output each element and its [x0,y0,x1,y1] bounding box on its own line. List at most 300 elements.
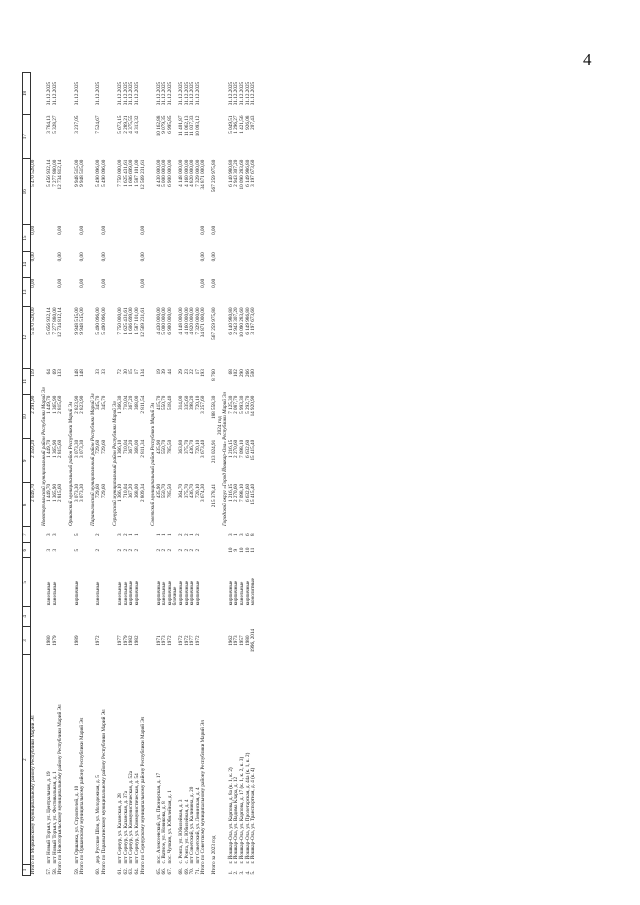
total-value: 0,00 [30,278,36,288]
completion-date: 31.12.2025 [155,81,162,106]
entrances: 5 [73,533,80,537]
floors: 2 [95,548,102,552]
column-number: 6 [23,542,31,557]
total-area: 2 270,60 [233,483,240,503]
total-value: 193 [200,369,207,377]
total-area: 785,50 [166,483,173,499]
living-area: 1 216,15 [227,439,234,458]
floors: 2 [194,548,201,552]
row-number: 66. [161,868,168,875]
residents: 39 [161,369,168,375]
total-area: 720,10 [194,483,201,499]
floors: 2 [117,548,124,552]
unit-cost: 11 401,87 [178,115,185,137]
total-cost: 1 587 101,00 [133,307,140,335]
total-value: 0,00 [30,225,36,235]
unit-cost: 207,43 [250,115,257,130]
unit-cost: 926,08 [244,115,251,130]
column-number: 2 [23,655,31,865]
total-value: 567 259 975,80 [211,159,218,193]
total-cost: 2 943 307,20 [233,307,240,335]
total-value: 2 811,54 [139,395,146,414]
living-area: 785,50 [166,439,173,455]
column-number: 13 [23,278,31,307]
living-area: 3 073,30 [73,439,80,458]
owner-funds: 4 820 000,00 [189,159,196,187]
house-address: г. Йошкар-Ола, ул. Вадима Клара, д. 12 [233,776,240,864]
house-address: пгт Советский, ул. Ленинская, д. 4 [194,787,201,864]
total-value: 2 815,60 [57,483,64,503]
floors: 2 [161,548,168,552]
living-area: 367,20 [128,439,135,455]
residential-area: 720,10 [194,395,201,410]
floors: 2 [155,548,162,552]
row-number: 63. [128,868,135,875]
total-cost: 4 148 000,00 [178,307,185,335]
wall-material: кирпичные [227,580,234,606]
residents: 33 [95,369,102,375]
row-number: 3. [239,870,245,875]
residential-area: 1 449,70 [46,395,53,414]
unit-cost: 4 313,32 [133,115,140,134]
wall-material: кирпичные [155,580,162,606]
column-number: 11 [23,368,31,394]
residential-area: 345,70 [95,395,102,410]
wall-material: панельные [239,581,245,606]
entrances: 2 [178,533,185,537]
district-name: Советский муниципальный район Республики Марий Эл [150,402,157,526]
total-value: 567 259 975,80 [211,307,218,340]
row-number: 61. [117,868,124,875]
wall-material: блочные [172,586,179,606]
completion-date: 31.12.2025 [128,81,135,106]
total-label: Итого по Оршанскому муниципальному району Республики Марий Эл [79,717,86,875]
house-address: с. Ронга, ул. Юбилейная, д. 4 [183,799,190,864]
total-area: 15 415,40 [250,483,257,505]
column-number: 17 [23,115,31,159]
total-value: 5 470 528,00 [30,307,36,335]
owner-funds: 7 329 000,00 [194,159,201,187]
entrances: 2 [122,533,129,537]
house-address: дер. Русские Шои, ул. Молодежная, д. 5 [95,775,102,864]
total-value: 0,00 [200,225,207,235]
total-value: 0,00 [139,252,146,262]
entrances: 6 [244,533,251,537]
total-label: Итого по Сернурскому муниципальному району Республики Марий Эл [139,716,146,875]
build-year: 1957 [239,635,245,646]
total-value: 133 [57,369,64,377]
build-year: 1977 [117,635,124,646]
house-address: пгт Новый Торъял, ул. Фестивальная, д. 1 [51,771,58,864]
total-value: 0,00 [57,225,64,235]
unit-cost: 10 162,88 [155,115,162,137]
row-number: 64. [133,868,140,875]
column-number: 5 [23,558,31,607]
total-value: 34 871 000,00 [200,159,207,190]
total-area: 435,90 [155,483,162,499]
row-number: 67. [166,868,173,875]
living-area: 15 415,40 [250,439,257,461]
build-year: 1971 [155,635,162,646]
owner-funds: 7 277 880,00 [51,159,58,187]
row-number: 71. [194,868,201,875]
entrances: 1 [166,533,173,537]
completion-date: 31.12.2025 [233,81,240,106]
row-number: 4. [244,870,251,875]
owner-funds: 1 587 101,00 [133,159,140,187]
owner-funds: 5 000 000,00 [161,159,168,187]
residential-area: 518,40 [166,395,173,410]
house-row [251,73,257,876]
floors: 9 [233,548,240,552]
unit-cost: 5 673,15 [117,115,124,134]
total-area: 367,20 [128,483,135,499]
total-area: 1 365,90 [51,483,58,503]
floors: 3 [51,548,58,552]
completion-date: 31.12.2025 [51,81,58,106]
total-label: Итого по Моркинскому муниципальному району Республики Марий Эл [30,715,36,875]
residential-area: 5 292,70 [244,395,251,414]
total-area: 364,70 [178,483,185,499]
unit-cost: 10 093,12 [194,115,201,137]
living-area: 2 270,60 [233,439,240,458]
table-body [23,73,257,876]
entrances: 1 [233,533,240,537]
total-value: 0,00 [100,225,107,235]
wall-material: панельные [51,581,58,606]
living-area: 729,60 [95,439,102,455]
total-label: Итого по Советскому муниципальному району Республики Марий Эл [200,720,207,875]
residential-area: 314,00 [178,395,185,410]
total-label: Итого по Новоторъяльскому муниципальному району Республики Марий Эл [57,704,64,875]
residential-area: 1 365,90 [51,395,58,414]
wall-material: панельные [117,581,124,606]
residential-area: 1 366,30 [117,395,124,414]
unit-cost: 1 296,27 [233,115,240,134]
owner-funds: 6 149 986,80 [244,159,251,187]
column-number: 18 [23,73,31,115]
unit-cost: 5 328,27 [51,115,58,134]
column-number: 14 [23,251,31,277]
total-value: 0,00 [200,252,207,262]
total-value: 148 [79,369,86,377]
wall-material: кирпичные [183,580,190,606]
build-year: 1973 [161,635,168,646]
residents: 290 [239,369,245,377]
total-value: 2 049,70 [30,483,36,503]
total-cost: 5 656 932,14 [46,307,53,335]
floors: 10 [227,547,234,553]
entrances: 1 [189,533,196,537]
wall-material: кирпичные [194,580,201,606]
entrances: 3 [239,533,245,537]
total-value: 12 734 812,14 [57,307,64,338]
build-year: 1977 [189,635,196,646]
entrances: 3 [117,533,124,537]
completion-date: 31.12.2025 [73,81,80,106]
residential-area: 367,20 [128,395,135,410]
residential-area: 5 993,30 [239,395,245,414]
total-cost: 5 490 096,00 [95,307,102,335]
wall-material: кирпичные [133,580,140,606]
total-value: 2 823,90 [79,395,86,414]
residents: 23 [183,369,190,375]
living-area: 710,04 [122,439,129,455]
living-area: 363,80 [178,439,185,455]
total-value: 188 558,30 [211,395,218,420]
district-name: Оршанский муниципальный район Республики Марий Эл [67,401,74,526]
residents: 17 [133,369,140,375]
row-number: 68. [178,868,185,875]
living-area: 435,90 [155,439,162,455]
total-value: 9 948 515,00 [79,307,86,335]
total-value: 0,00 [100,278,107,288]
completion-date: 31.12.2025 [166,81,173,106]
owner-funds: 2 943 307,20 [233,159,240,187]
total-value: 5 470 528,00 [30,159,36,187]
completion-date: 31.12.2025 [189,81,196,106]
owner-funds: 7 750 000,00 [117,159,124,187]
total-cost: 9 948 515,00 [73,307,80,335]
residents: 22 [189,369,196,375]
residential-area: 710,04 [122,395,129,410]
house-address: пгт Советский, ул. Калинина, д. 20 [189,786,196,864]
total-value: 0,00 [57,278,64,288]
completion-date: 31.12.2025 [194,81,201,106]
build-year: 1982 [128,635,135,646]
build-year: 1972 [95,635,102,646]
residents: 15 [128,369,135,375]
row-number: 57. [46,868,53,875]
completion-date: 31.12.2025 [244,81,251,106]
blank-cell [251,278,257,307]
house-address: пгт Сернур, ул. Коммунистическая, д. 52а [128,770,135,864]
total-label: Итого по Параньгинскому муниципальному району Республики Марий Эл [100,709,107,875]
house-address: пос. Чулкин, ул. Юбилейная, д. 1 [166,790,173,864]
total-cost: 7 277 880,00 [51,307,58,335]
build-year: 1972 [194,635,201,646]
residents: 72 [117,369,124,375]
entrances: 3 [51,533,58,537]
total-value: 2 811,34 [139,439,146,458]
floors: 2 [133,548,140,552]
total-cost: 6 900 000,00 [166,307,173,335]
total-value: 12 734 812,14 [57,159,64,190]
unit-cost: 11 062,13 [183,115,190,137]
wall-material: кирпичные [73,580,80,606]
total-value: 119 [30,369,36,377]
total-area: 7 098,10 [239,483,245,503]
total-value: 9 948 515,00 [79,159,86,187]
total-value: 3 073,30 [79,483,86,503]
total-value: 0,00 [79,278,86,288]
residents: 64 [46,369,53,375]
entrances: 3 [46,533,53,537]
row-number: 1. [227,870,234,875]
build-year: 1979 [51,635,58,646]
wall-material: панельные [161,581,168,606]
wall-material: кирпичные [166,580,173,606]
completion-date: 31.12.2025 [227,81,234,106]
total-cost: 4 820 000,00 [189,307,196,335]
total-cost: 3 197 673,60 [250,307,257,335]
floors: 2 [166,548,173,552]
total-value: 0,00 [211,225,218,235]
residents: 44 [166,369,173,375]
total-value: 3 257,60 [200,395,207,414]
total-cost: 4 160 000,00 [183,307,190,335]
total-area: 3 073,30 [73,483,80,503]
total-value: 0,00 [57,252,64,262]
house-address: г. Йошкар-Ола, ул. Пролетарская, д. 44а (к. 1, к. 2) [244,752,251,864]
row-number: 60. [95,868,102,875]
residents: 68 [227,369,234,375]
total-value: 5 490 096,00 [100,307,107,335]
total-cost: 4 430 000,00 [155,307,162,335]
house-address: пгт Сернур, ул. Коммунистическая, д. 54 [133,773,140,864]
living-area: 7 098,10 [239,439,245,458]
wall-material: панельные [95,581,102,606]
total-area: 1 216,15 [227,483,234,503]
total-area: 710,04 [122,483,129,499]
page-number: 4 [583,50,592,69]
floors: 10 [244,547,251,553]
wall-material: панельные [122,581,129,606]
residents: 19 [155,369,162,375]
total-value: 2 809,34 [139,483,146,503]
year-label: 2024 год [216,416,223,435]
entrances: 1 [128,533,135,537]
total-area: 368,00 [133,483,140,499]
column-number: 15 [23,225,31,251]
completion-date: 31.12.2025 [183,81,190,106]
residents: 148 [73,369,80,377]
column-number: 10 [23,395,31,439]
residents: 17 [194,369,201,375]
total-area: 375,70 [183,483,190,499]
column-number: 3 [23,626,31,655]
total-value: 345,70 [100,395,107,410]
total-value: 729,60 [100,483,107,499]
column-number: 1 [23,864,31,875]
entrances: 1 [155,533,162,537]
row-number: 58. [51,868,58,875]
floors: 2 [189,548,196,552]
floors: 2 [128,548,135,552]
residential-area: 14 920,90 [250,395,257,417]
total-value: 729,60 [100,439,107,455]
residential-area: 2 087,70 [233,395,240,414]
owner-funds: 4 148 000,00 [178,159,185,187]
total-value: 0,00 [79,252,86,262]
unit-cost: 5 049,51 [227,115,234,134]
build-year: 1972 [178,635,185,646]
wall-material: кирпичные [128,580,135,606]
completion-date: 31.12.2025 [133,81,140,106]
living-area: 1 366,10 [117,439,124,458]
row-number: 70. [189,868,196,875]
floors: 3 [46,548,53,552]
floors: 2 [122,548,129,552]
total-value: 0,00 [100,252,107,262]
total-value: 0,00 [211,278,218,288]
row-number: 5. [250,870,257,875]
row-number: 69. [183,868,190,875]
living-area: 375,70 [183,439,190,455]
living-area: 436,70 [189,439,196,455]
residential-area: 550,70 [161,395,168,410]
completion-date: 31.12.2025 [161,81,168,106]
total-value: 3 073,30 [79,439,86,458]
wall-material: кирпичные [178,580,185,606]
unit-cost: 9 079,35 [161,115,168,134]
entrances: 2 [183,533,190,537]
district-name: Сернурский муниципальный район Республики Марий Эл [111,401,118,526]
unit-cost: 3 764,13 [46,115,53,134]
owner-funds: 1 625 431,61 [122,159,129,187]
house-address: г. Йошкар-Ола, ул. Карпова, д. 17 (к. 1, к. 2, к. 3) [239,756,245,864]
total-cost: 7 750 000,00 [117,307,124,335]
unit-cost: 4 375,55 [128,115,135,134]
living-area: 368,00 [133,439,140,455]
unit-cost: 11 037,33 [189,115,196,137]
column-number: 16 [23,159,31,225]
unit-cost: 6 995,85 [166,115,173,134]
entrances: 2 [194,533,201,537]
residents: 30 [122,369,129,375]
row-number: 59. [73,868,80,875]
house-address: пгт Сернур, ул. Казанская, д. 28 [117,793,124,864]
total-value: 2 815,60 [57,395,64,414]
blank-cell [251,225,257,251]
build-year: 1973 [233,635,240,646]
entrances: 3 [227,533,234,537]
housing-repair-table [22,72,257,876]
total-value: 5 490 096,00 [100,159,107,187]
row-number: 2. [233,870,240,875]
wall-material: монолитные [250,578,257,606]
owner-funds: 1 606 699,00 [128,159,135,187]
total-cost: 7 329 000,00 [194,307,201,335]
total-value: 0,00 [211,252,218,262]
total-cost: 5 000 000,00 [161,307,168,335]
total-cost: 10 090 283,60 [239,307,245,338]
column-number: 9 [23,439,31,483]
owner-funds: 5 456 932,14 [46,159,53,187]
build-year: 1972 [166,635,173,646]
floors: 10 [239,547,245,553]
residents: 102 [233,369,240,377]
total-value: 0,00 [79,225,86,235]
blank-cell [251,251,257,277]
total-value: 34 871 000,00 [200,307,207,338]
unit-cost: 3 237,05 [73,115,80,134]
total-area: 6 632,60 [244,483,251,503]
owner-funds: 3 197 673,60 [250,159,257,187]
total-value: 3 673,40 [200,439,207,458]
house-address: г. Йошкар-Ола, ул. Карпова, д. 8а (к. 1, к. 2) [227,767,234,864]
build-year: 1982 [133,635,140,646]
residential-area: 415,70 [155,395,162,410]
living-area: 6 632,60 [244,439,251,458]
total-value: 0,00 [139,278,146,288]
district-name: Городской округ «Город Йошкар-Ола» Республики Марий Эл [222,392,229,526]
owner-funds: 6 900 000,00 [166,159,173,187]
residents: 69 [51,369,58,375]
completion-date: 31.12.2025 [122,81,129,106]
entrances: 8 [250,533,257,537]
total-cost: 1 625 431,61 [122,307,129,335]
